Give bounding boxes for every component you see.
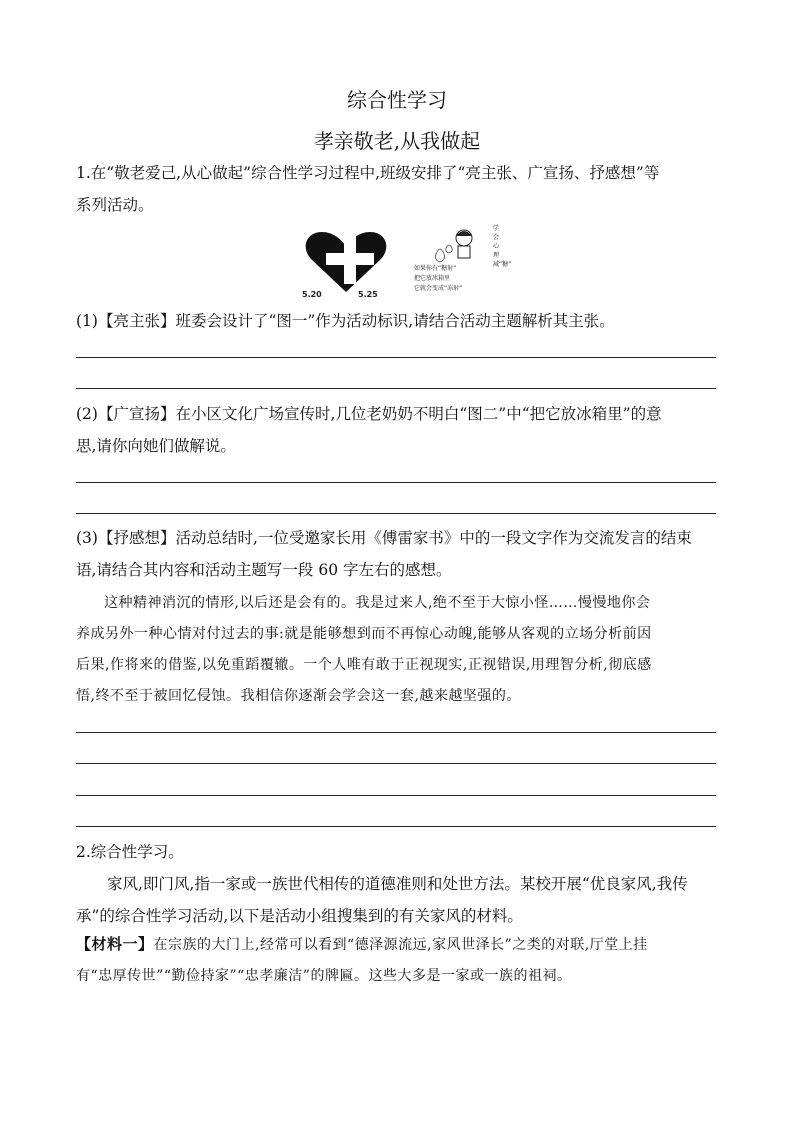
quote-line-2: 养成另外一种心情对付过去的事:就是能够想到而不再惊心动魄,能够从客观的立场分析前因 [76, 626, 652, 642]
figure-2-cartoon [412, 224, 512, 300]
question-1-line-2: 系列活动。 [76, 196, 154, 214]
heart-drop-icon [436, 249, 445, 262]
material-one-line-2: 有“忠厚传世”“勤俭持家”“忠孝廉洁”的牌匾。这些大多是一家或一族的祖祠。 [76, 968, 572, 984]
answer-line[interactable] [76, 482, 716, 483]
material-one-label: 【材料一】 [76, 935, 154, 953]
question-2-intro-line-1: 家风,即门风,指一家或一族世代相传的道德准则和处世方法。某校开展“优良家风,我传 [107, 875, 688, 893]
answer-line[interactable] [76, 388, 716, 389]
sub-question-3 [76, 522, 720, 586]
sub-question-2-line-2: 思,请你向她们做解说。 [76, 437, 236, 455]
date-left-label: 5.20 [302, 290, 322, 299]
figure-2-side-text: 学会心理减“糖” [493, 225, 512, 268]
fu-lei-quote [76, 588, 720, 712]
sub-question-1: (1)【亮主张】班委会设计了“图一”作为活动标识,请结合活动主题解析其主张。 [76, 312, 615, 330]
question-2-intro [76, 868, 720, 932]
page-title: 综合性学习 [347, 88, 447, 112]
question-2-intro-line-2: 承”的综合性学习活动,以下是活动小组搜集到的有关家风的材料。 [76, 907, 523, 925]
question-1-line-1: 1.在“敬老爱己,从心做起”综合性学习过程中,班级安排了“亮主张、广宣扬、抒感想”等 [76, 164, 660, 182]
answer-line[interactable] [76, 795, 716, 796]
figure-2-line-1: 如果你有“糖射” [414, 265, 457, 272]
figure-2-line-3: 它就会变成“冻射” [414, 285, 463, 292]
figure-1-heart-logo [296, 226, 396, 302]
material-one-text-1: 在宗族的大门上,经常可以看到“德泽源流远,家风世泽长”之类的对联,厅堂上挂 [153, 937, 648, 953]
figure-2-line-2: 把它放冰箱里 [414, 275, 451, 282]
sub-question-2-line-1: (2)【广宣扬】在小区文化广场宣传时,几位老奶奶不明白“图二”中“把它放冰箱里”的意 [76, 405, 662, 423]
answer-line[interactable] [76, 732, 716, 733]
answer-line[interactable] [76, 826, 716, 827]
quote-line-1: 这种精神消沉的情形,以后还是会有的。我是过来人,绝不至于大惊小怪……慢慢地你会 [104, 595, 651, 611]
answer-line[interactable] [76, 357, 716, 358]
sub-question-3-line-2: 语,请结合其内容和活动主题写一段 60 字左右的感想。 [76, 561, 452, 579]
quote-line-4: 悟,终不至于被回忆侵蚀。我相信你逐渐会学会这一套,越来越坚强的。 [76, 688, 521, 704]
plus-horizontal [326, 253, 374, 265]
answer-line[interactable] [76, 513, 716, 514]
sub-question-3-line-1: (3)【抒感想】活动总结时,一位受邀家长用《傅雷家书》中的一段文字作为交流发言的结束 [76, 529, 692, 547]
quote-line-3: 后果,作将来的借鉴,以免重蹈覆辙。一个人唯有敢于正视现实,正视错误,用理智分析,彻底感 [76, 657, 652, 673]
date-right-label: 5.25 [358, 290, 378, 299]
question-1-stem [76, 157, 720, 221]
sub-question-2 [76, 398, 720, 462]
material-one-line-1 [76, 929, 720, 961]
question-2-stem: 2.综合性学习。 [76, 843, 184, 861]
material-one [76, 929, 720, 992]
page-subtitle: 孝亲敬老,从我做起 [313, 129, 481, 153]
answer-line[interactable] [76, 763, 716, 764]
